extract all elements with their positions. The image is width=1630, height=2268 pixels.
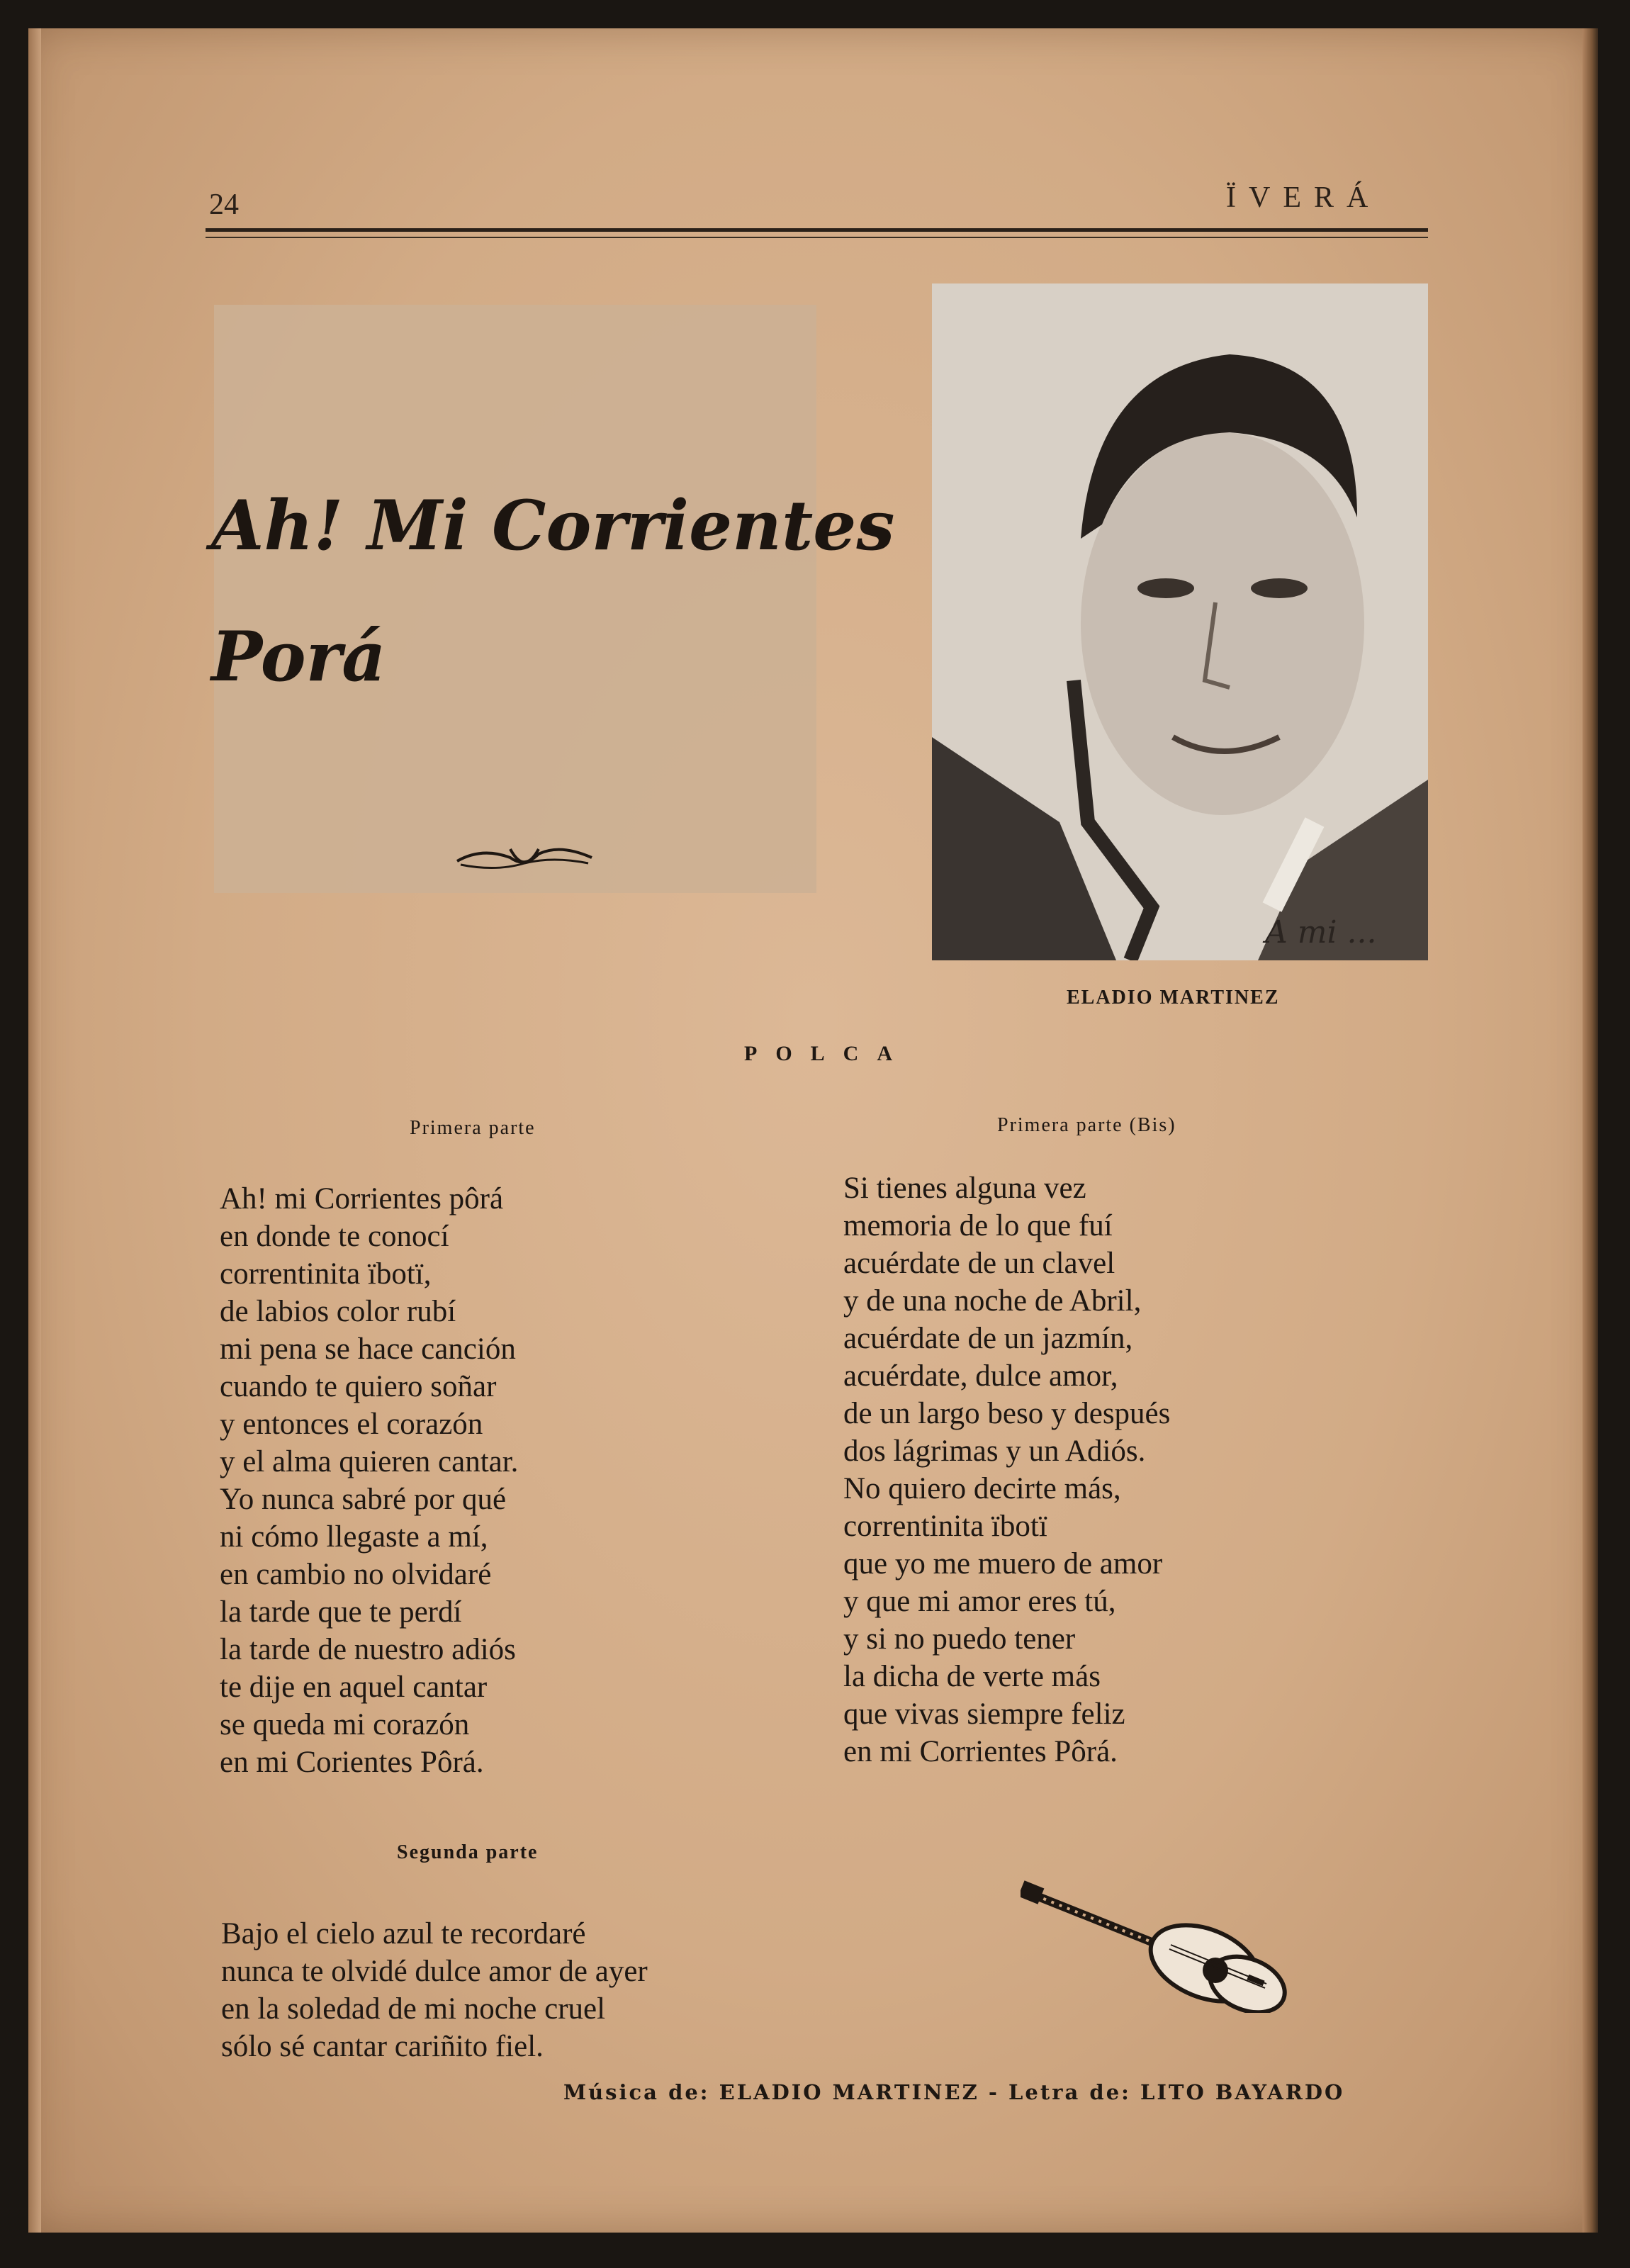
page-edge (28, 28, 41, 2233)
song-title-line-2: Porá (211, 617, 386, 697)
credits-line: Música de: ELADIO MARTINEZ - Letra de: LITO BAYARDO (563, 2080, 1345, 2104)
title-panel (214, 305, 816, 893)
photo-caption: ELADIO MARTINEZ (1067, 987, 1280, 1009)
poem-primera-parte: Ah! mi Corrientes pôrá en donde te conocí correntinita ïbotï, de labios color rubí mi pena se hace canción cuando te quiero soñar y entonces el corazón y el alma quieren cantar. Yo nunca sabré por qué ni cómo llegaste a mí, en cambio no olvidaré la tarde que te perdí la tarde de nuestro adiós te dije en aquel cantar se queda mi corazón en mi Corientes Pôrá. (220, 1182, 519, 1779)
guitar-icon (1021, 1871, 1290, 2013)
ornament-icon (454, 843, 595, 879)
magazine-name: ÏVERÁ (1226, 181, 1381, 214)
section-label-segunda: Segunda parte (397, 1841, 539, 1863)
poem-segunda-parte: Bajo el cielo azul te recordaré nunca te olvidé dulce amor de ayer en la soledad de mi noche cruel sólo sé cantar cariñito fiel. (221, 1917, 648, 2063)
binding-spine (1583, 28, 1598, 2233)
genre-label: POLCA (744, 1042, 911, 1065)
portrait-photo (932, 284, 1428, 960)
page-number: 24 (209, 189, 239, 221)
section-label-primera: Primera parte (410, 1117, 536, 1139)
header-rule (206, 228, 1428, 232)
section-label-bis: Primera parte (Bis) (997, 1114, 1176, 1136)
header-rule-thin (206, 237, 1428, 238)
poem-primera-parte-bis: Si tienes alguna vez memoria de lo que fuí acuérdate de un clavel y de una noche de Abril, acuérdate de un jazmín, acuérdate, dulce amor, de un largo beso y después dos lágrimas y un Adiós. No quiero decirte más, correntinita ïbotï que yo me muero de amor y que mi amor eres tú, y si no puedo tener la dicha de verte más que vivas siempre feliz en mi Corrientes Pôrá. (843, 1172, 1171, 1768)
magazine-page (28, 28, 1598, 2233)
photo-signature: A mi ... (1265, 914, 1377, 950)
song-title-line-1: Ah! Mi Corrientes (211, 485, 895, 566)
